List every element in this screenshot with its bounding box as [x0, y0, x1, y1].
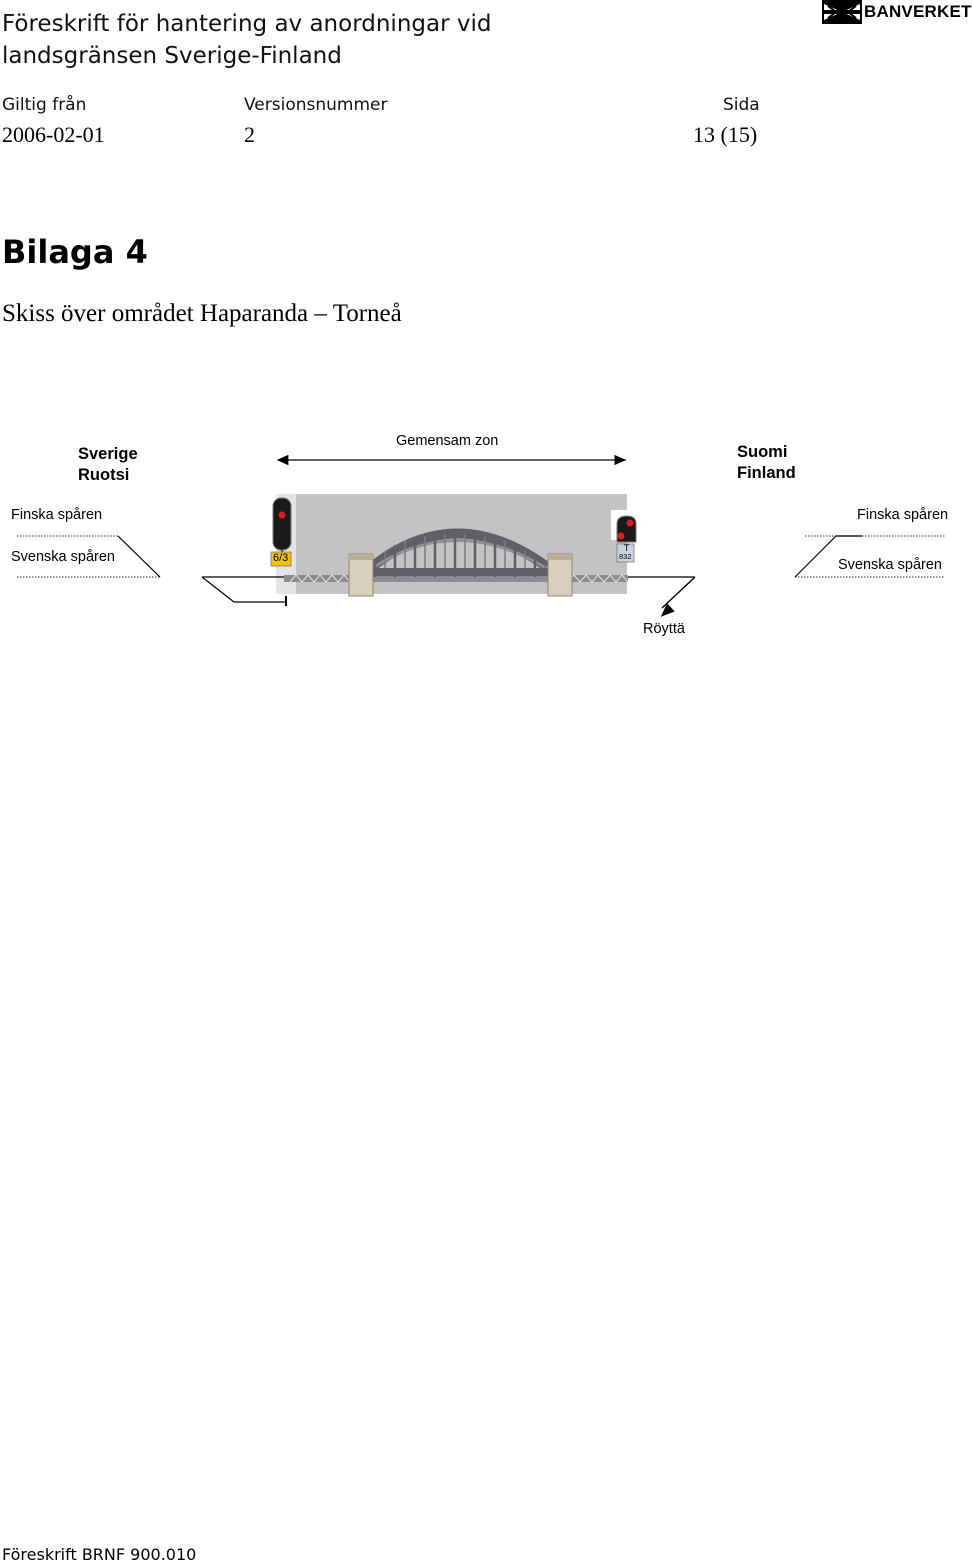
page-label: Sida: [723, 95, 760, 115]
country-sweden-label: [78, 444, 138, 486]
document-title: Föreskrift för hantering av anordningar vid landsgränsen Sverige-Finland: [2, 11, 492, 69]
valid-from-value: 2006-02-01: [2, 122, 105, 147]
country-finland-sv: Finland: [737, 464, 796, 482]
page-value: 13 (15): [693, 122, 758, 147]
signal-board-right-letter: T: [623, 543, 630, 553]
version-value: 2: [244, 122, 255, 147]
country-finland-fi: Suomi: [737, 443, 788, 461]
page-subheading: Skiss över området Haparanda – Torneå: [2, 300, 402, 327]
page-heading: Bilaga 4: [2, 233, 148, 271]
country-sweden-fi: Ruotsi: [78, 466, 130, 484]
footer-text: Föreskrift BRNF 900.010: [2, 1545, 197, 1564]
station-roytta-label: Röyttä: [643, 621, 685, 637]
track-diagram-drawing: [0, 420, 960, 650]
signal-board-left: 6/3: [273, 552, 289, 564]
common-zone-label: Gemensam zon: [396, 433, 499, 449]
swedish-tracks-right-label: Svenska spåren: [838, 557, 942, 573]
country-finland-label: [737, 442, 796, 484]
country-sweden-sv: Sverige: [78, 445, 138, 463]
version-label: Versionsnummer: [244, 95, 388, 115]
signal-board-right-number: 832: [619, 552, 632, 561]
banverket-logo: [822, 0, 972, 26]
logo-text: BANVERKET: [864, 2, 972, 21]
track-diagram: [0, 420, 960, 650]
valid-from-label: Giltig från: [2, 95, 87, 115]
banverket-logo-icon: [822, 0, 862, 24]
finnish-tracks-left-label: Finska spåren: [11, 507, 103, 523]
finnish-tracks-right-label: Finska spåren: [857, 507, 949, 523]
swedish-tracks-left-label: Svenska spåren: [11, 549, 115, 565]
